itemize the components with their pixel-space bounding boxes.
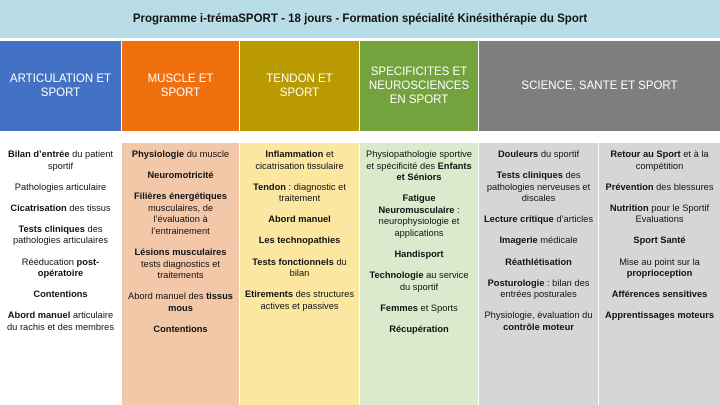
topic-text: d’articles bbox=[553, 214, 594, 225]
topic-item bbox=[364, 193, 474, 239]
topic-keyword: post-opératoire bbox=[37, 256, 100, 279]
topic-keyword: Posturologie bbox=[487, 277, 545, 288]
page-title: Programme i-trémaSPORT - 18 jours - Formation spécialité Kinésithérapie du Sport bbox=[0, 0, 720, 40]
topic-item bbox=[126, 324, 235, 336]
topic-keyword: Afférences sensitives bbox=[611, 289, 708, 300]
topic-keyword: Filières énergétiques bbox=[133, 191, 227, 202]
topic-text: : bilan des entrées posturales bbox=[500, 277, 590, 300]
header-science-sante: SCIENCE, SANTE ET SPORT bbox=[479, 41, 720, 131]
topic-keyword: Enfants et Séniors bbox=[396, 160, 472, 183]
topic-text: : neurophysiologie et applications bbox=[378, 204, 460, 239]
topic-keyword: Abord manuel bbox=[7, 310, 71, 321]
topic-text: des structures actives et passives bbox=[260, 289, 355, 311]
topic-text: Rééducation bbox=[21, 256, 77, 267]
topic-item bbox=[364, 249, 474, 261]
topic-text: des tissus bbox=[66, 202, 111, 213]
column-science-a bbox=[479, 143, 599, 405]
topic-item bbox=[4, 149, 117, 172]
topic-item bbox=[603, 149, 716, 172]
topic-text: et à la compétition bbox=[635, 149, 709, 171]
topic-keyword: tissus mous bbox=[168, 291, 233, 313]
topic-text: et Sports bbox=[417, 302, 458, 313]
topic-item bbox=[364, 149, 474, 184]
topic-keyword: Douleurs bbox=[497, 149, 539, 159]
topic-keyword: Récupération bbox=[389, 324, 449, 335]
topic-keyword: Tendon bbox=[253, 181, 286, 192]
topic-item bbox=[483, 235, 594, 247]
topic-keyword: Contentions bbox=[33, 289, 88, 300]
topic-keyword: Physiologie bbox=[131, 149, 185, 159]
topic-text: des pathologies articulaires bbox=[12, 223, 109, 246]
header-tendon: TENDON ET SPORT bbox=[240, 41, 360, 131]
topic-item bbox=[483, 257, 594, 269]
topic-keyword: Lecture critique bbox=[483, 214, 554, 225]
topic-item bbox=[364, 324, 474, 336]
topic-keyword: Handisport bbox=[394, 249, 444, 260]
topic-item bbox=[364, 303, 474, 315]
column-articulation bbox=[0, 143, 122, 405]
topic-keyword: Technologie bbox=[369, 270, 424, 281]
separator bbox=[0, 131, 720, 143]
topic-item bbox=[4, 310, 117, 333]
topic-text: tests diagnostics et traitements bbox=[140, 258, 221, 281]
topic-item bbox=[4, 289, 117, 301]
column-neurosciences bbox=[360, 143, 479, 405]
topic-item bbox=[603, 203, 716, 226]
topic-item bbox=[126, 191, 235, 237]
column-tendon bbox=[240, 143, 360, 405]
topic-item bbox=[603, 182, 716, 194]
topic-text: Mise au point sur la bbox=[619, 256, 700, 267]
topic-keyword: Inflammation bbox=[265, 149, 324, 159]
topic-item bbox=[126, 149, 235, 161]
topic-text: et cicatrisation tissulaire bbox=[255, 149, 344, 171]
topic-keyword: Lésions musculaires bbox=[134, 247, 227, 258]
topic-keyword: Apprentissages moteurs bbox=[604, 310, 714, 321]
topic-item bbox=[4, 224, 117, 247]
topic-keyword: Bilan d’entrée bbox=[8, 149, 70, 159]
topic-keyword: Sport Santé bbox=[633, 235, 686, 246]
topic-item bbox=[4, 182, 117, 194]
topic-text: au service du sportif bbox=[399, 270, 469, 292]
topic-item bbox=[4, 257, 117, 280]
topic-keyword: Tests cliniques bbox=[496, 170, 563, 181]
topic-keyword: Retour au Sport bbox=[610, 149, 681, 159]
topic-item bbox=[126, 291, 235, 314]
column-muscle bbox=[122, 143, 240, 405]
topic-keyword: Prévention bbox=[605, 181, 654, 192]
topic-text: : diagnostic et traitement bbox=[278, 181, 346, 204]
topic-keyword: proprioception bbox=[626, 268, 693, 279]
topic-keyword: Contentions bbox=[153, 324, 208, 335]
topic-text: du muscle bbox=[184, 149, 230, 159]
topic-item bbox=[244, 182, 355, 205]
header-articulation: ARTICULATION ET SPORT bbox=[0, 41, 122, 131]
topic-item bbox=[244, 257, 355, 280]
topic-item bbox=[483, 310, 594, 333]
topic-text: du bilan bbox=[289, 256, 347, 279]
column-science-b bbox=[599, 143, 720, 405]
topic-text: Physiopathologie sportive et spécificité des bbox=[366, 149, 472, 171]
topic-keyword: Abord manuel bbox=[268, 214, 331, 225]
topic-text: du patient sportif bbox=[47, 149, 113, 171]
topic-item bbox=[244, 289, 355, 312]
topic-keyword: contrôle moteur bbox=[503, 321, 574, 332]
topic-item bbox=[126, 170, 235, 182]
topic-keyword: Cicatrisation bbox=[10, 202, 67, 213]
topic-item bbox=[483, 149, 594, 161]
topic-item bbox=[603, 235, 716, 247]
topic-keyword: Fatigue Neuromusculaire bbox=[378, 193, 455, 215]
topic-text: pour le Sportif Evaluations bbox=[635, 202, 710, 225]
topic-text: Physiologie, évaluation du bbox=[484, 310, 593, 321]
topic-text: du sportif bbox=[538, 149, 580, 159]
topic-text: des blessures bbox=[653, 181, 714, 192]
topic-item bbox=[244, 235, 355, 247]
topic-item bbox=[126, 247, 235, 282]
topic-keyword: Imagerie bbox=[499, 235, 538, 246]
header-muscle: MUSCLE ET SPORT bbox=[122, 41, 240, 131]
topic-text: articulaire du rachis et des membres bbox=[7, 310, 114, 332]
topic-item bbox=[603, 289, 716, 301]
topic-keyword: Réathlétisation bbox=[505, 256, 572, 267]
topic-text: des pathologies nerveuses et discales bbox=[486, 170, 591, 204]
topic-item bbox=[364, 270, 474, 293]
topic-keyword: Neuromotricité bbox=[147, 170, 214, 181]
topic-keyword: Etirements bbox=[244, 289, 294, 300]
topic-item bbox=[483, 214, 594, 226]
topic-keyword: Femmes bbox=[380, 302, 418, 313]
topic-text: musculaires, de l’évaluation à l’entrainement bbox=[147, 202, 214, 236]
topic-keyword: Tests fonctionnels bbox=[252, 256, 334, 267]
topic-text: Pathologies articulaire bbox=[14, 181, 107, 192]
topic-item bbox=[603, 310, 716, 322]
topic-item bbox=[483, 278, 594, 301]
topic-keyword: Tests cliniques bbox=[18, 223, 85, 234]
topic-item bbox=[483, 170, 594, 205]
topic-text: Abord manuel des bbox=[128, 291, 207, 302]
topic-keyword: Les technopathies bbox=[258, 235, 341, 246]
topic-text: médicale bbox=[537, 235, 578, 246]
header-neurosciences: SPECIFICITES ET NEUROSCIENCES EN SPORT bbox=[360, 41, 479, 131]
topic-item bbox=[244, 214, 355, 226]
topic-keyword: Nutrition bbox=[609, 202, 649, 213]
topic-item bbox=[244, 149, 355, 172]
topic-item bbox=[603, 257, 716, 280]
topic-item bbox=[4, 203, 117, 215]
